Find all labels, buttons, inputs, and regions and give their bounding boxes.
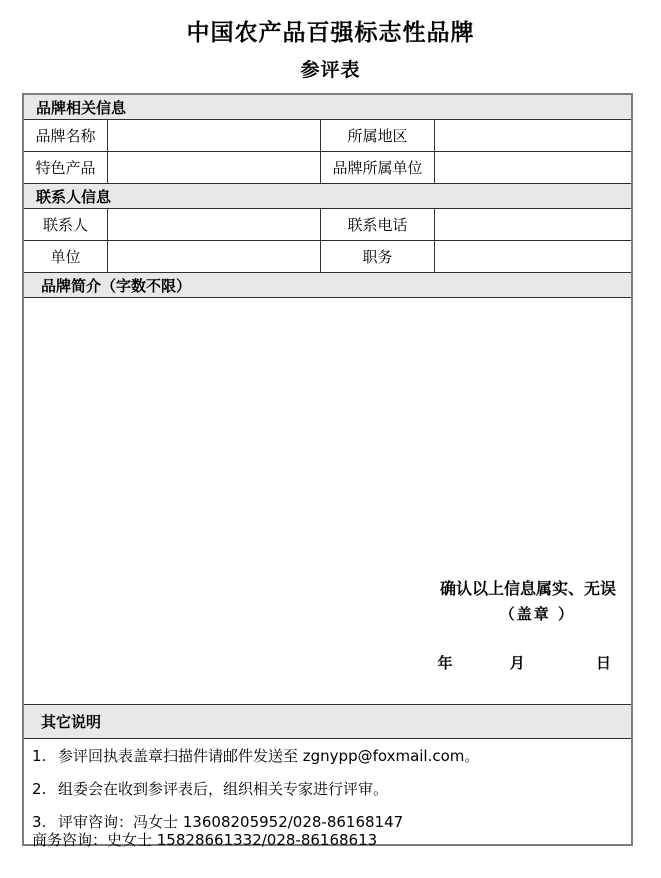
- note-item-1-text: 参评回执表盖章扫描件请邮件发送至 zgnypp@foxmail.com。: [58, 747, 480, 765]
- section-header-other-notes-label: 其它说明: [41, 713, 102, 731]
- position-label: 职务: [321, 241, 435, 272]
- brand-name-label: 品牌名称: [24, 120, 108, 151]
- page-title: 中国农产品百强标志性品牌: [186, 20, 475, 46]
- table-row-brand-name: [24, 120, 631, 152]
- date-placeholder-line: [437, 652, 611, 673]
- table-row-contact-person: [24, 209, 631, 241]
- date-year-label: 年: [437, 654, 453, 672]
- brand-owner-unit-label: 品牌所属单位: [321, 152, 435, 183]
- page-subtitle: 参评表: [300, 59, 361, 81]
- unit-label: 单位: [24, 241, 108, 272]
- note-item-3: [32, 812, 617, 832]
- position-input-cell[interactable]: [435, 241, 631, 272]
- contact-person-input-cell[interactable]: [108, 209, 321, 240]
- confirm-statement-text: 确认以上信息属实、无误: [439, 579, 616, 598]
- section-header-contact-info-label: 联系人信息: [36, 187, 112, 206]
- note-item-2: [32, 779, 617, 799]
- section-header-brand-info: [24, 95, 631, 120]
- brand-owner-unit-input-cell[interactable]: [435, 152, 631, 183]
- contact-phone-label: 联系电话: [321, 209, 435, 240]
- section-header-brand-info-label: 品牌相关信息: [36, 98, 127, 117]
- notes-list: [24, 739, 631, 849]
- contact-person-label: 联系人: [24, 209, 108, 240]
- section-header-contact-info: [24, 184, 631, 209]
- section-header-other-notes: [24, 705, 631, 739]
- note-item-1: [32, 746, 617, 766]
- section-header-brand-intro-label: 品牌简介（字数不限）: [41, 276, 192, 295]
- brand-name-input-cell[interactable]: [108, 120, 321, 151]
- contact-phone-input-cell[interactable]: [435, 209, 631, 240]
- application-form-table: [22, 93, 633, 849]
- brand-intro-input-area[interactable]: [24, 298, 631, 705]
- note-item-1-number: 1.: [32, 747, 47, 765]
- note-item-4: [32, 830, 617, 850]
- note-item-2-text: 组委会在收到参评表后，组织相关专家进行评审。: [58, 780, 389, 798]
- region-label: 所属地区: [321, 120, 435, 151]
- featured-product-input-cell[interactable]: [108, 152, 321, 183]
- note-item-3-text: 评审咨询：冯女士 13608205952/028-86168147: [58, 813, 404, 831]
- featured-product-label: 特色产品: [24, 152, 108, 183]
- table-row-featured-product: [24, 152, 631, 184]
- note-item-2-number: 2.: [32, 780, 47, 798]
- date-month-label: 月: [509, 654, 525, 672]
- region-input-cell[interactable]: [435, 120, 631, 151]
- note-item-3-number: 3.: [32, 813, 47, 831]
- table-row-unit-position: [24, 241, 631, 273]
- section-header-brand-intro: [24, 273, 631, 298]
- note-item-4-text: 商务咨询：史女士 15828661332/028-86168613: [32, 831, 378, 849]
- date-day-label: 日: [595, 654, 611, 672]
- unit-input-cell[interactable]: [108, 241, 321, 272]
- seal-placeholder-text: （盖章 ）: [499, 605, 575, 623]
